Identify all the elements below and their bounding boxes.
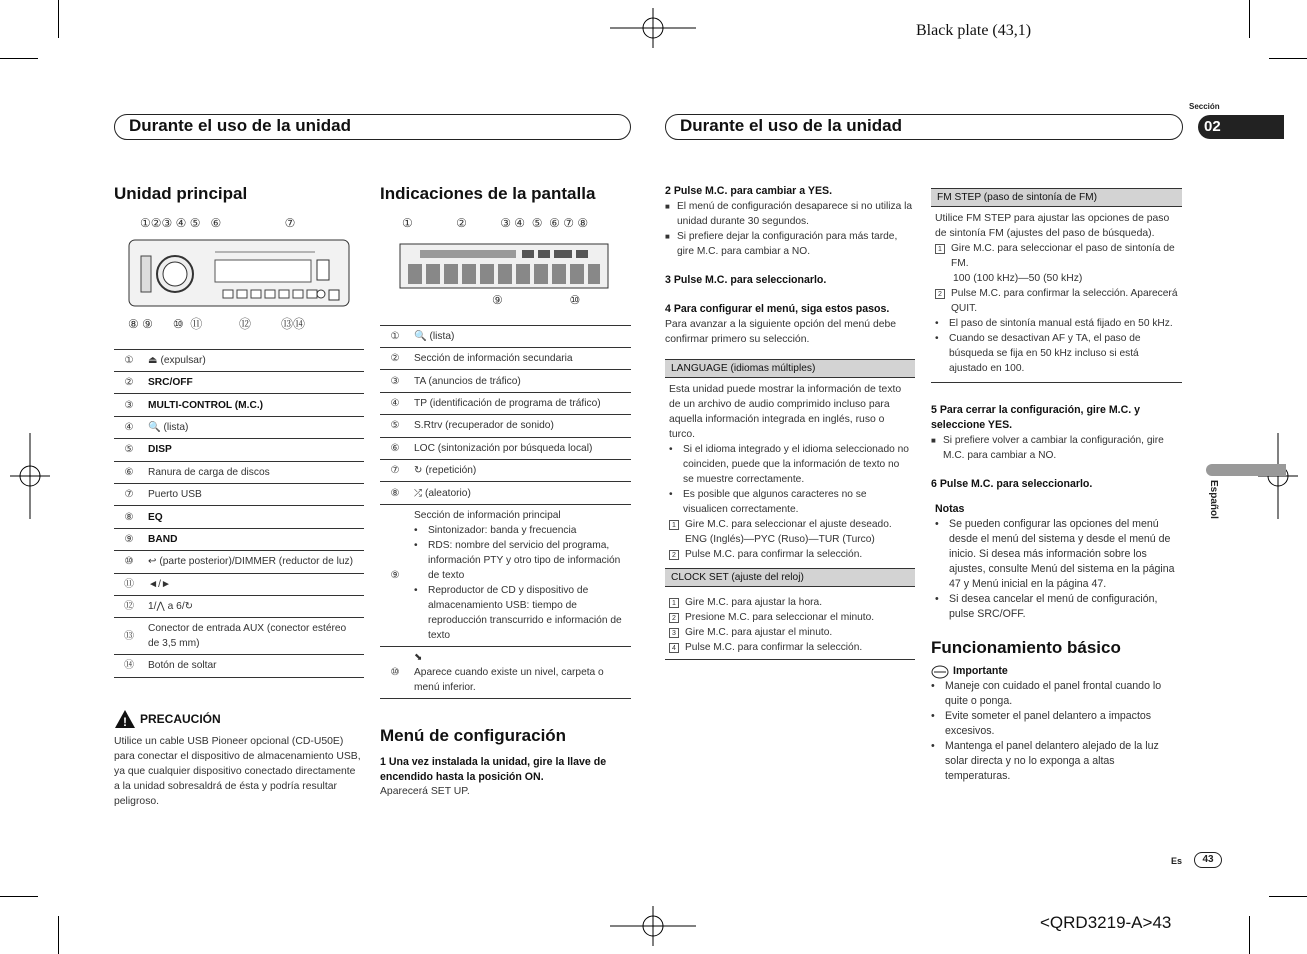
important-icon	[931, 665, 949, 679]
left-section-header: Durante el uso de la unidad	[114, 114, 631, 140]
unidad-callouts-bottom: ⑧ ⑨ ⑩ ⑪ ⑫ ⑬⑭	[128, 317, 305, 331]
table-row: ① ⏏ (expulsar)	[114, 349, 364, 372]
unidad-table	[114, 349, 364, 678]
table-row: ④ TP (identificación de programa de tráfico)	[380, 393, 631, 415]
menu-title: Menú de configuración	[380, 726, 567, 745]
table-row: ② Sección de información secundaria	[380, 348, 631, 370]
footer-code: <QRD3219-A>43	[1040, 913, 1172, 932]
table-row: ⑦ Puerto USB	[114, 484, 364, 506]
table-row: ④ 🔍 (lista)	[114, 417, 364, 439]
svg-text:!: !	[123, 715, 127, 729]
table-row: ⑪ ◄/►	[114, 574, 364, 596]
crop-mark	[0, 58, 38, 59]
menu-step1: 1 Una vez instalada la unidad, gire la llave de encendido hasta la posición ON.	[380, 756, 607, 783]
language-tab	[1206, 464, 1286, 476]
registration-mark-icon	[610, 8, 696, 48]
importante-heading: Importante	[931, 664, 1182, 679]
page-lang: Es	[1171, 856, 1183, 866]
table-row: ⑥ LOC (sintonización por búsqueda local)	[380, 438, 631, 460]
table-row: ⑧ ⤮ (aleatorio)	[380, 482, 631, 504]
language-tab-label: Español	[1208, 480, 1219, 519]
table-row: ② SRC/OFF	[114, 372, 364, 394]
table-row: ③ TA (anuncios de tráfico)	[380, 370, 631, 392]
caution-heading: ! PRECAUCIÓN	[114, 709, 221, 729]
pantalla-title: Indicaciones de la pantalla	[380, 184, 596, 203]
table-row: ⑩ ↩ (parte posterior)/DIMMER (reductor de luz)	[114, 551, 364, 573]
table-row: ⑭ Botón de soltar	[114, 655, 364, 677]
table-row: ⑤ S.Rtrv (recuperador de sonido)	[380, 415, 631, 437]
menu-step1-text: Aparecerá SET UP.	[380, 786, 470, 797]
registration-mark-icon	[1258, 433, 1298, 519]
caution-text: Utilice un cable USB Pioneer opcional (CD-U50E) para conectar el dispositivo de almacenamiento USB, ya que cualquier dispositivo conectado directamente a la unidad sobresaldrá de ésta y podría resultar peligroso.	[114, 736, 361, 807]
warning-icon	[114, 709, 136, 729]
table-row: ⑨ BAND	[114, 529, 364, 551]
section-number-badge: 02	[1198, 115, 1284, 139]
table-row: ⑦ ↻ (repetición)	[380, 460, 631, 482]
head-unit-illustration	[125, 232, 355, 314]
registration-mark-icon	[10, 433, 50, 519]
table-row: ⑩ ⬊ Aparece cuando existe un nivel, carpeta o menú inferior.	[380, 647, 631, 699]
table-row: ⑨ Sección de información principal • Sintonizador: banda y frecuencia • RDS: nombre del servicio del programa, información PTY y otro tipo de información de texto • Reproductor de CD y dispositivo de almacenamiento USB: tiempo de reproducción transcurrido e información de texto	[380, 505, 631, 647]
table-row: ⑧ EQ	[114, 506, 364, 528]
fm-step-header: FM STEP (paso de sintonía de FM)	[931, 188, 1182, 207]
table-row: ⑤ DISP	[114, 439, 364, 461]
right-section-header: Durante el uso de la unidad	[665, 114, 1183, 140]
crop-mark	[1269, 58, 1307, 59]
section-label: Sección	[1189, 102, 1220, 111]
column-3: 2 Pulse M.C. para cambiar a YES. ■ El menú de configuración desaparece si no utiliza la unidad durante 30 segundos. ■ Si prefiere dejar la configuración para más tarde, gire M.C. para cambiar a NO. 3 Pulse M.C. para seleccionarlo. 4 Para configurar el menú, siga estos pasos. Para avanzar a la siguiente opción del menú debe confirmar primero su selección. LANGUAGE (idiomas múltiples) Esta unidad puede mostrar la información de texto de un archivo de audio comprimido incluso para aquella información integrada en inglés, ruso o turco. • Si el idioma integrado y el idioma seleccionado no coinciden, puede que la información de texto no se muestre correctamente. • Es posible que algunos caracteres no se visualicen correctamente. 1 Gire M.C. para seleccionar el ajuste deseado. ENG (Inglés)—PYC (Ruso)—TUR (Turco) 2 Pulse M.C. para confirmar la selección. CLOCK SET (ajuste del reloj) 1 Gire M.C. para ajustar la hora. 2 Presione M.C. para seleccionar el minuto. 3 Gire M.C. para ajustar el minuto. 4 Pulse M.C. para confirmar la selección.	[665, 184, 915, 660]
unidad-title: Unidad principal	[114, 184, 248, 203]
crop-mark	[1249, 0, 1250, 38]
crop-mark	[0, 896, 38, 897]
pantalla-callouts-top: ① ② ③ ④ ⑤ ⑥ ⑦ ⑧	[402, 216, 589, 230]
table-row: ③ MULTI-CONTROL (M.C.)	[114, 394, 364, 416]
crop-mark	[58, 0, 59, 38]
column-4: FM STEP (paso de sintonía de FM) Utilice FM STEP para ajustar las opciones de paso de sintonía FM (ajustes del paso de búsqueda). 1 Gire M.C. para seleccionar el paso de sintonía de FM. 100 (100 kHz)—50 (50 kHz) 2 Pulse M.C. para confirmar la selección. Aparecerá QUIT. • El paso de sintonía manual está fijado en 50 kHz. • Cuando se desactivan AF y TA, el paso de búsqueda se fija en 50 kHz incluso si está ajustado en 100. 5 Para cerrar la configuración, gire M.C. y seleccione YES. ■ Si prefiere volver a cambiar la configuración, gire M.C. para cambiar a NO. 6 Pulse M.C. para seleccionarlo. Notas • Se pueden configurar las opciones del menú desde el menú del sistema y desde el menú de inicio. Si desea más información sobre los ajustes, consulte Menú del sistema en la página 47 y Menú inicial en la página 47. • Si desea cancelar el menú de configuración, pulse SRC/OFF. Funcionamiento básico Importante • Maneje con cuidado el panel frontal cuando lo quite o ponga. • Evite someter el panel delantero a impactos excesivos. • Mantenga el panel delantero alejado de la luz solar directa y no lo exponga a altas temperaturas.	[931, 188, 1182, 784]
pantalla-table	[380, 325, 631, 699]
page-number: 43	[1194, 852, 1222, 868]
table-row: ① 🔍 (lista)	[380, 325, 631, 348]
table-row: ⑬ Conector de entrada AUX (conector estéreo de 3,5 mm)	[114, 618, 364, 655]
unidad-callouts-top: ①②③ ④ ⑤ ⑥ ⑦	[140, 216, 296, 230]
crop-mark	[58, 916, 59, 954]
crop-mark	[1269, 896, 1307, 897]
table-row: ⑥ Ranura de carga de discos	[114, 462, 364, 484]
crop-mark	[1249, 916, 1250, 954]
clock-header: CLOCK SET (ajuste del reloj)	[665, 568, 915, 587]
table-row: ⑫ 1/⋀ a 6/↻	[114, 596, 364, 618]
next-level-icon: ⬊	[414, 651, 423, 663]
display-illustration	[398, 242, 610, 290]
basico-title: Funcionamiento básico	[931, 638, 1121, 657]
language-header: LANGUAGE (idiomas múltiples)	[665, 359, 915, 378]
pantalla-callouts-bottom: ⑨ ⑩	[492, 293, 581, 307]
plate-label: Black plate (43,1)	[916, 22, 1032, 39]
registration-mark-icon	[610, 906, 696, 946]
